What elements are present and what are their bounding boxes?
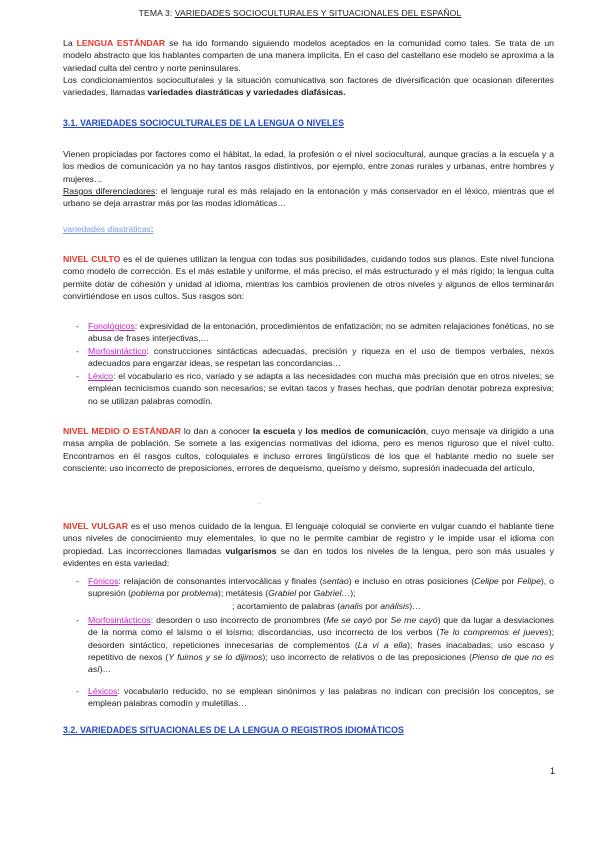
culto-fonologicos-item: - Fonológicos: expresividad de la entonación, procedimientos de enfatización; no se admiten relajaciones fonéticas, no se abusa de frases interjectivas,…: [76, 321, 554, 344]
nivel-culto-label: NIVEL CULTO: [63, 254, 121, 264]
lengua-estandar-term: LENGUA ESTÁNDAR: [76, 38, 166, 48]
section-3-2-heading: 3.2. VARIEDADES SITUACIONALES DE LA LENGUA O REGISTROS IDIOMÁTICOS: [63, 725, 404, 735]
vulgar-lexicos-item: - Léxicos: vocabulario reducido, no se emplean sinónimos y las palabras no indican con precisión los conceptos, se emplean palabras comodín y muletillas…: [76, 686, 554, 709]
diastraticas-subheading: variedades diastráticas:: [63, 224, 154, 234]
document-title: [0, 8, 600, 18]
page-number: 1: [549, 766, 555, 776]
culto-morfosintactico-item: - Morfosintáctico: construcciones sintácticas adecuadas, precisión y riqueza en el uso de tiempos verbales, nexos adecuados para engarzar ideas, se respetan las concordancias…: [76, 346, 554, 369]
culto-lexico-item: - Léxico: el vocabulario es rico, variado y se adapta a las necesidades con mucha más precisión que en otros niveles; se emplean tecnicismos cuando son necesarios; se evitan tacos y frases hechas, que podrían denotar pobreza expresiva; no se utilizan palabras comodín.: [76, 371, 554, 406]
nivel-culto-paragraph: NIVEL CULTO es el de quienes utilizan la lengua con todas sus posibilidades, cuidando todos sus planos. Este nivel funciona como modelo de corrección. Es el más estable y uniforme, el más preciso, el más estructurado y el más rígido; la lengua culta permite dotar de cohesión y unidad al idioma, mientras los cambios provienen de otros niveles y algunos de ellos terminarán convirtiéndose en usos cultos. Sus rasgos son:: [63, 254, 554, 301]
vulgar-morfosintacticos-item: - Morfosintácticos: desorden o uso incorrecto de pronombres (Me se cayó por Se me cayó) que da lugar a desviaciones de la norma como el laísmo o el loísmo; discordancias, uso incorrecto de los verbos (Te lo compremos el jueves); desorden sintáctico, repeticiones innecesarias de complementos (La vi a ella); frases inacabadas; uso escaso y repetitivo de nexos (Y fuimos y se lo dijimos); uso incorrecto de relativos o de las preposiciones (Pienso de que no es así)…: [76, 615, 555, 675]
vulgar-fonicos-item: - Fónicos: relajación de consonantes intervocálicas y finales (sentao) e incluso en otras posiciones (Celipe por Felipe), o supresión (poblema por problema); metátesis (Grabiel por Gabriel…);: [76, 576, 554, 599]
nivel-vulgar-paragraph: NIVEL VULGAR es el uso menos cuidado de la lengua. El lenguaje coloquial se convierte en vulgar cuando el hablante tiene unos niveles de conocimiento muy elementales, lo que no le permite cambiar de registro y le impide usar el idioma con propiedad. Las incorrecciones llamadas vulgarismos se dan en todos los niveles de la lengua, pero son más usuales y evidentes en esta variedad:: [63, 521, 555, 568]
intro-paragraph-2: Los condicionamientos socioculturales y la situación comunicativa son factores de diversificación que ocasionan diferentes variedades, llamadas variedades diastráticas y variedades diafásicas.: [63, 75, 554, 98]
nivel-vulgar-label: NIVEL VULGAR: [63, 521, 128, 531]
stray-dot: .: [258, 497, 261, 506]
rasgos-diferenciadores-paragraph: Rasgos diferenciadores: el lenguaje rural es más relajado en la entonación y más conservador en el léxico, mientras que el urbano se deja arrastrar más por las modas idiomáticas…: [63, 186, 554, 209]
vulgar-fonicos-continuation: ; acortamiento de palabras (analis por análisis)…: [232, 601, 421, 611]
nivel-medio-label: NIVEL MEDIO O ESTÁNDAR: [63, 426, 181, 436]
section-3-1-heading: 3.1. VARIEDADES SOCIOCULTURALES DE LA LENGUA O NIVELES: [63, 118, 345, 128]
section-3-1-paragraph: Vienen propiciadas por factores como el hábitat, la edad, la profesión o el nivel sociocultural, aunque gracias a la escuela y a los medios de comunicación ya no hay tantos rasgos distintivos, por ejemplo, entre zonas rurales y urbanas, entre hombres y mujeres…: [63, 149, 554, 184]
intro-paragraph-1: La LENGUA ESTÁNDAR se ha ido formando siguiendo modelos aceptados en la comunidad como tales. Se trata de un modelo abstracto que los hablantes comparten de una manera implícita. En el caso del castellano ese modelo se aproxima a la variedad culta del centro y norte peninsulares.: [63, 38, 554, 73]
title-main: VARIEDADES SOCIOCULTURALES Y SITUACIONALES DEL ESPAÑOL: [174, 8, 462, 18]
title-prefix: TEMA 3:: [138, 8, 173, 18]
rasgos-label: Rasgos diferenciadores: [63, 186, 156, 196]
nivel-medio-paragraph: NIVEL MEDIO O ESTÁNDAR lo dan a conocer la escuela y los medios de comunicación, cuyo mensaje va dirigido a una masa amplia de población. Se somete a las exigencias normativas del idioma, pero es menos riguroso que el nivel culto. Encontramos en él rasgos cultos, coloquiales e incluso errores lingüísticos de los que el hablante medio no suele ser consciente: uso incorrecto de preposiciones, errores de dequeísmo, queísmo y deísmo, supresión inadecuada del artículo,: [63, 426, 554, 473]
